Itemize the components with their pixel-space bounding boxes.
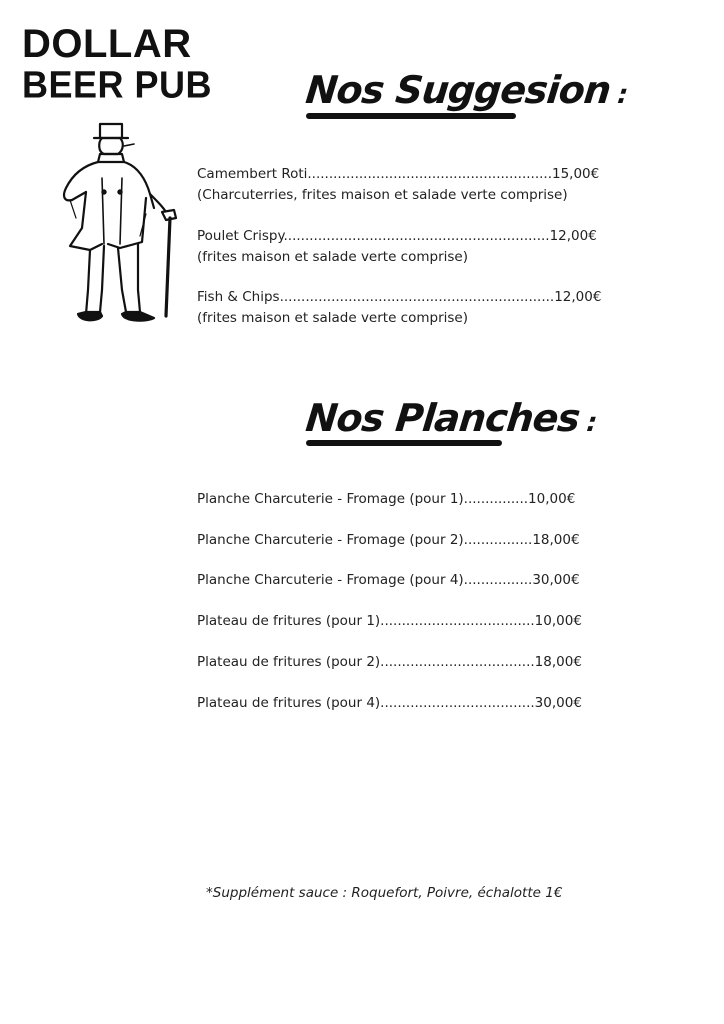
section-title-colon: : (616, 80, 629, 110)
menu-item-fritures-4 (197, 693, 582, 714)
menu-item-line: Planche Charcuterie - Fromage (pour 1)...............10,00€ (197, 491, 576, 507)
menu-item-line: Camembert Roti.........................................................15,00€ (197, 166, 600, 182)
menu-item-fritures-1 (197, 611, 582, 632)
menu-item-line: Plateau de fritures (pour 1)....................................10,00€ (197, 613, 582, 629)
menu-item-planche-4 (197, 570, 580, 591)
brand-name-line2: BEER PUB (22, 62, 213, 106)
section-title-text: Nos Suggesion (303, 68, 613, 112)
menu-item-fish-chips (197, 287, 601, 329)
menu-item-fritures-2 (197, 652, 582, 673)
menu-item-line: Planche Charcuterie - Fromage (pour 2)................18,00€ (197, 532, 580, 548)
section-title-underline (306, 440, 502, 446)
menu-item-planche-1 (197, 489, 575, 510)
menu-item-line: Poulet Crispy..............................................................12,00€ (197, 228, 597, 244)
menu-item-line: Planche Charcuterie - Fromage (pour 4)................30,00€ (197, 572, 580, 588)
section-title-suggestions (304, 68, 630, 112)
section-title-text: Nos Planches (303, 396, 582, 440)
gentleman-illustration (42, 118, 182, 328)
sauce-supplement-note: *Supplément sauce : Roquefort, Poivre, échalotte 1€ (206, 885, 563, 901)
menu-item-line: Plateau de fritures (pour 4)....................................30,00€ (197, 695, 582, 711)
section-title-colon: : (585, 408, 598, 438)
menu-item-note: (frites maison et salade verte comprise) (197, 249, 468, 265)
menu-item-line: Fish & Chips................................................................12,00€ (197, 289, 602, 305)
menu-item-note: (frites maison et salade verte comprise) (197, 310, 468, 326)
menu-item-line: Plateau de fritures (pour 2)....................................18,00€ (197, 654, 582, 670)
brand-logo (22, 22, 213, 106)
menu-item-note: (Charcuterries, frites maison et salade verte comprise) (197, 187, 568, 203)
section-title-planches (304, 396, 599, 440)
menu-item-planche-2 (197, 530, 580, 551)
brand-name-line1: DOLLAR (22, 22, 192, 66)
section-title-underline (306, 113, 516, 119)
menu-item-poulet (197, 226, 597, 268)
menu-item-camembert (197, 164, 599, 206)
